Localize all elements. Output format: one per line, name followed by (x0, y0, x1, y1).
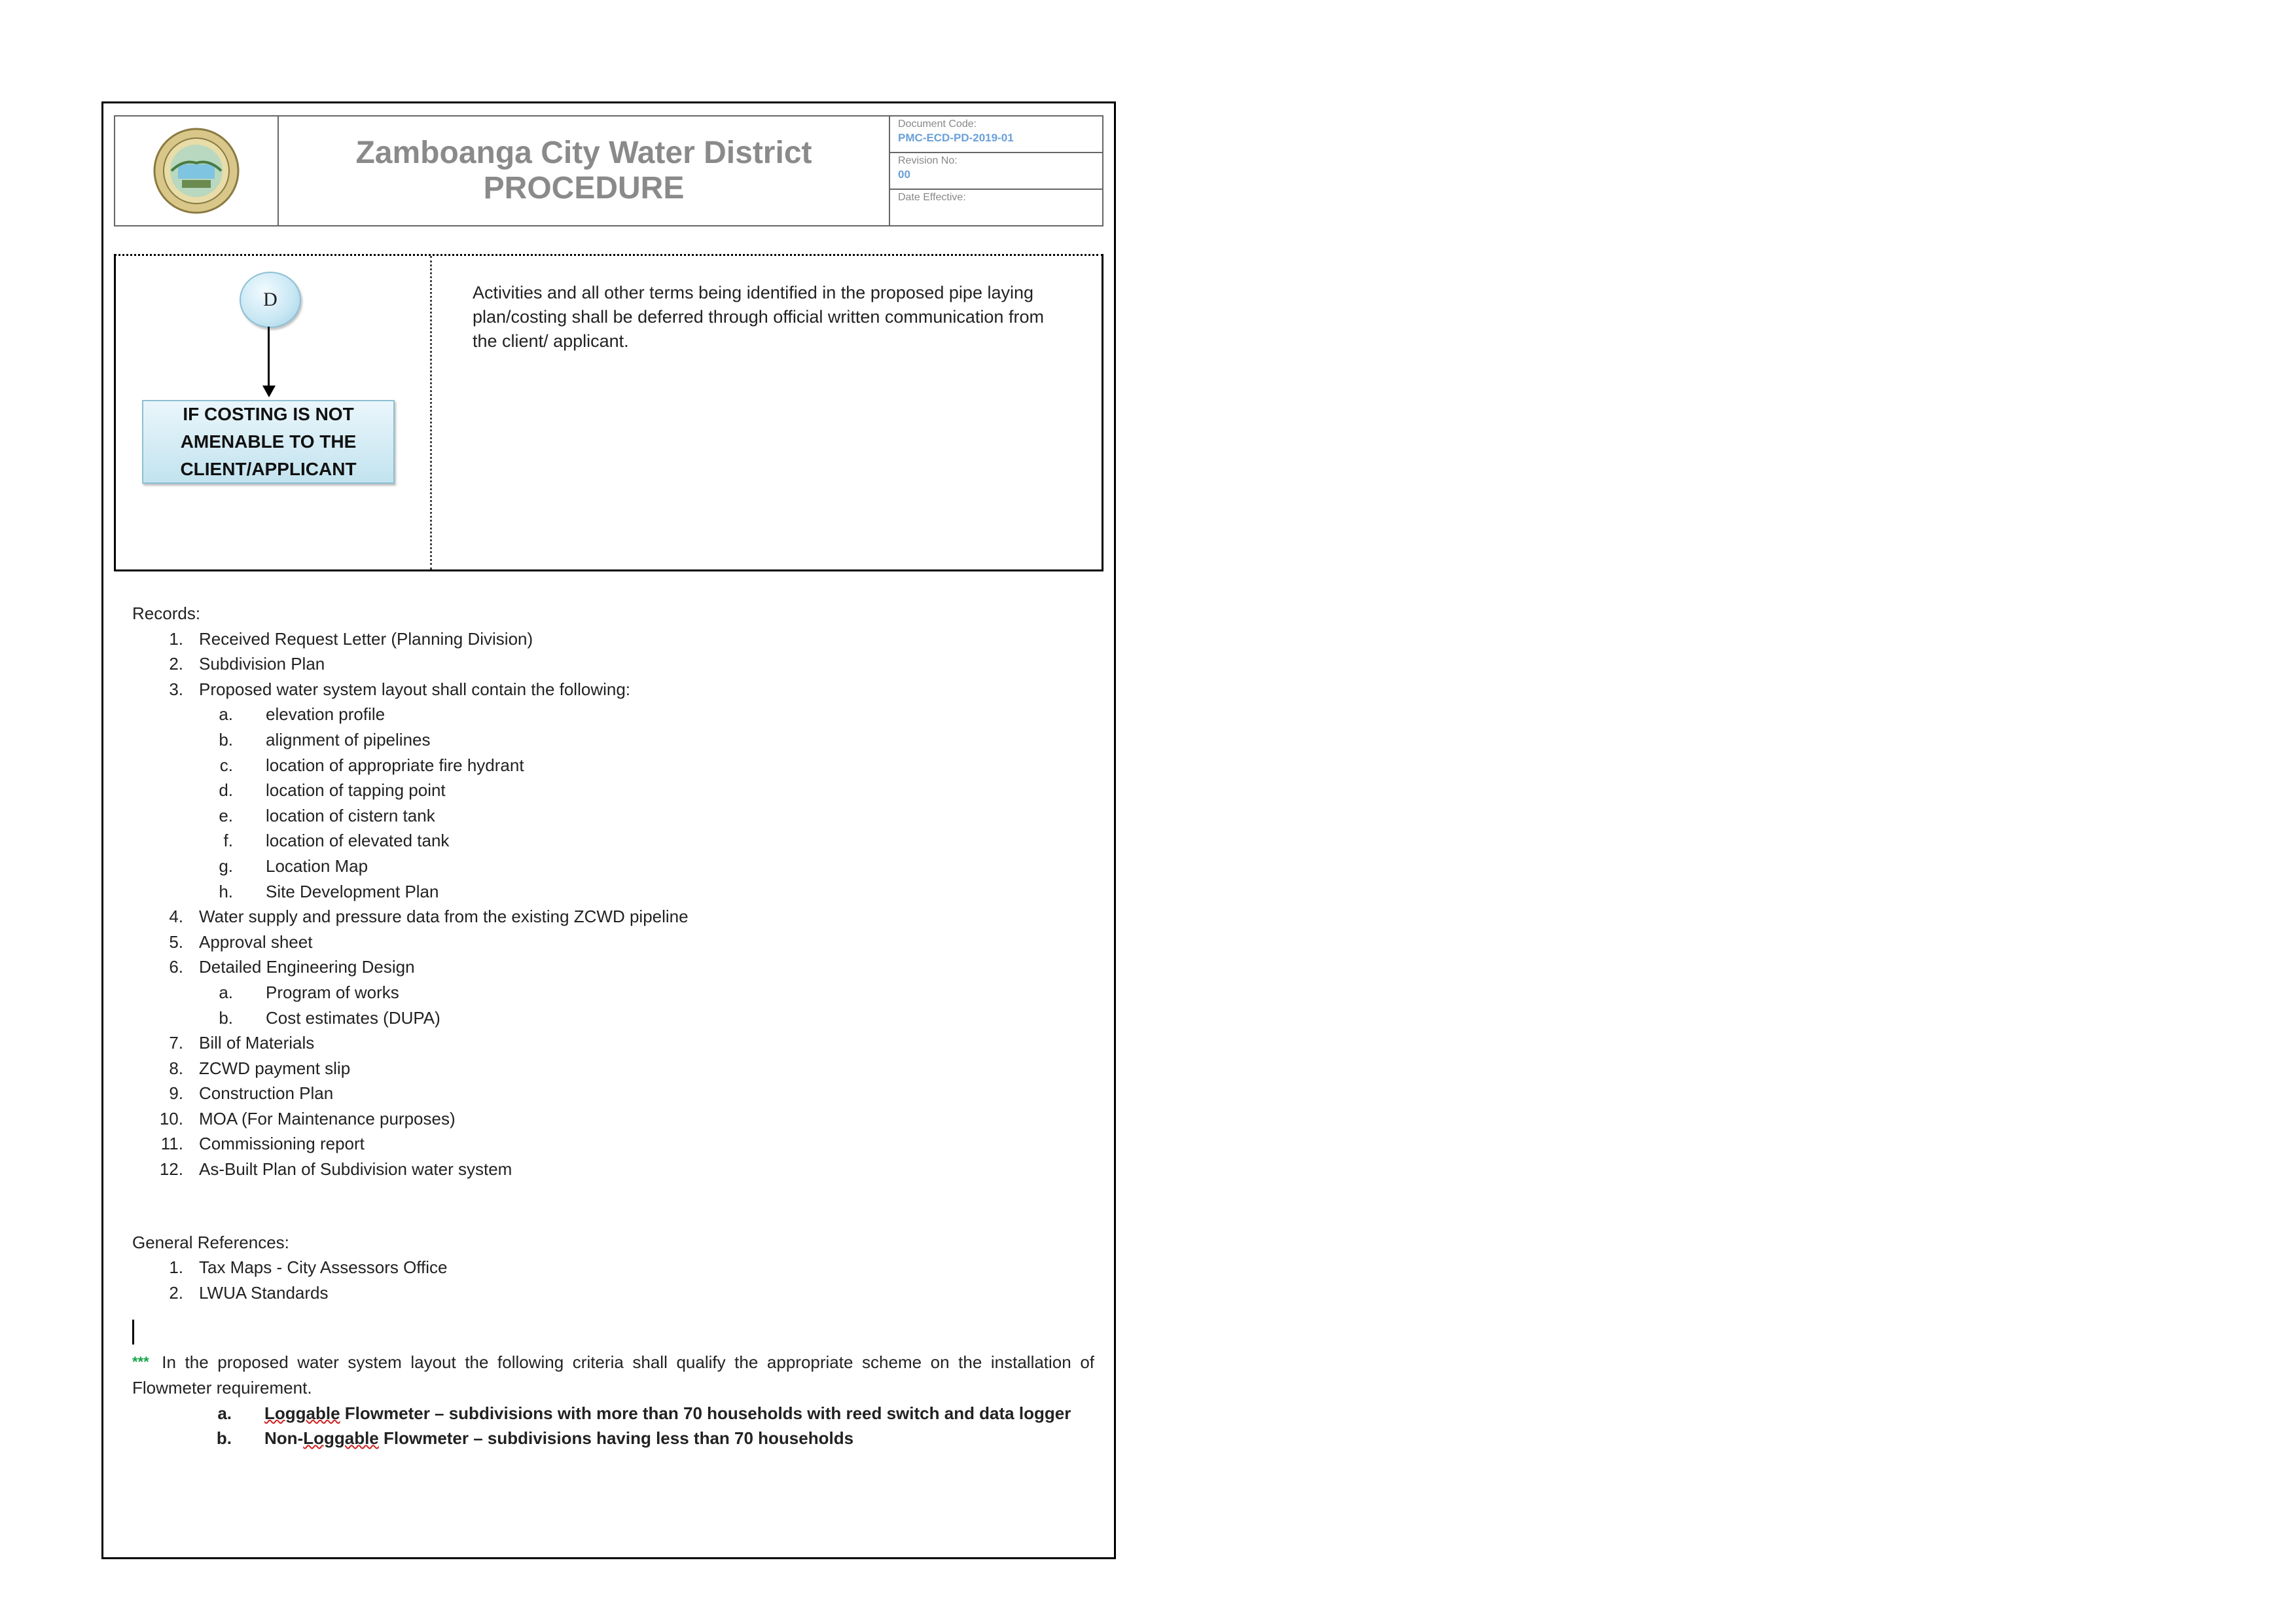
list-item: 12. As-Built Plan of Subdivision water system (159, 1159, 512, 1180)
zcwd-seal-logo (152, 126, 241, 215)
meta-revision-no: Revision No: 00 (890, 153, 1102, 190)
references-title: General References: (132, 1232, 289, 1252)
references-list (132, 1255, 1094, 1305)
list-item: 3. Proposed water system layout shall contain the following: a. elevation profile b. alignment of pipelines c. location of appropriate fire hydrant d. location of tapping point e. location of cistern tank f. location of elevated tank g. Location Map h. Site Development Plan (132, 677, 1094, 904)
meta-cell (890, 117, 1102, 225)
list-item: 9. Construction Plan (169, 1083, 334, 1104)
spellcheck-underline: Loggable (264, 1403, 340, 1423)
list-item: f. location of elevated tank (223, 831, 450, 851)
flowchart-column (116, 256, 432, 569)
list-item: e. location of cistern tank (219, 805, 435, 825)
list-item: 10. MOA (For Maintenance purposes) (159, 1108, 456, 1128)
meta-date-effective: Date Effective: (898, 192, 966, 203)
document-body (132, 601, 1094, 1451)
list-item: a. Program of works (219, 982, 399, 1002)
list-item: b. alignment of pipelines (219, 729, 431, 749)
list-item: a. elevation profile (219, 704, 386, 725)
records-list (132, 626, 1094, 1182)
meta-document-code: Document Code: PMC-ECD-PD-2019-01 (890, 117, 1102, 153)
offpage-connector-d: D (240, 272, 301, 328)
title-cell (279, 117, 890, 225)
list-item: a. Loggable Flowmeter – subdivisions with more than 70 households with reed switch and data logger (217, 1403, 1071, 1423)
flow-description: Activities and all other terms being identified in the proposed pipe laying plan/costing shall be deferred through official written communication from the client/ applicant. (473, 283, 1044, 351)
list-item: b. Non-Loggable Flowmeter – subdivisions having less than 70 households (216, 1428, 854, 1449)
list-item: g. Location Map (219, 856, 368, 876)
list-item: d. location of tapping point (219, 780, 446, 801)
list-item: 2. Subdivision Plan (169, 654, 325, 674)
doc-type: PROCEDURE (483, 171, 685, 206)
list-item: 8. ZCWD payment slip (169, 1058, 351, 1078)
list-item: 4. Water supply and pressure data from the existing ZCWD pipeline (169, 907, 689, 927)
list-item: 2. LWUA Standards (169, 1282, 329, 1303)
arrow-down-icon (262, 386, 276, 397)
flow-arrow-line (268, 327, 270, 387)
list-item: 7. Bill of Materials (169, 1033, 315, 1053)
sublist-engineering-design (199, 980, 1094, 1030)
list-item: b. Cost estimates (DUPA) (219, 1007, 440, 1028)
list-item: 1. Received Request Letter (Planning Division) (169, 628, 533, 649)
spellcheck-underline: Loggable (303, 1428, 379, 1449)
text-cursor[interactable] (132, 1320, 134, 1344)
process-box: IF COSTING IS NOT AMENABLE TO THE CLIENT/APPLICANT (142, 400, 395, 484)
note-marker: *** (132, 1354, 149, 1371)
flowmeter-note: *** In the proposed water system layout the following criteria shall qualify the appropriate scheme on the installation of Flowmeter requirement. (132, 1352, 1094, 1398)
list-item: 1. Tax Maps - City Assessors Office (169, 1257, 448, 1278)
document-header (114, 115, 1103, 226)
list-item: c. location of appropriate fire hydrant (219, 755, 524, 775)
flowmeter-criteria-list (132, 1401, 1094, 1451)
org-name: Zamboanga City Water District (355, 135, 812, 170)
list-item: 5. Approval sheet (169, 931, 313, 952)
logo-cell (115, 117, 279, 225)
sublist-layout-contents (199, 702, 1094, 904)
list-item: h. Site Development Plan (219, 881, 439, 901)
flowchart-section (114, 254, 1103, 571)
records-title: Records: (132, 604, 201, 623)
list-item: 6. Detailed Engineering Design a. Program of works b. Cost estimates (DUPA) (132, 954, 1094, 1030)
document-page (101, 101, 1116, 1559)
list-item: 11. Commissioning report (160, 1134, 365, 1154)
